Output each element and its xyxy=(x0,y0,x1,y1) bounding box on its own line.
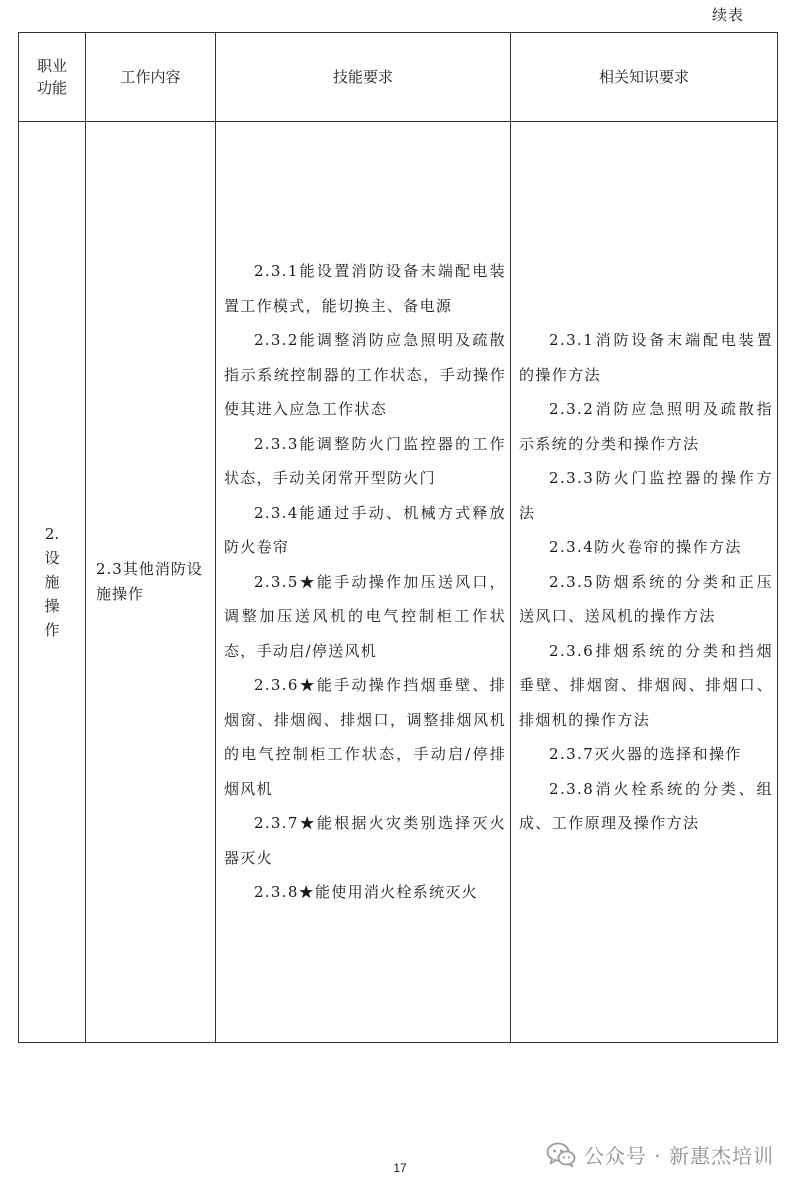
function-line: 施 xyxy=(44,573,60,591)
skill-item: 2.3.8★能使用消火栓系统灭火 xyxy=(254,883,478,902)
skill-item: 2.3.7★能根据火灾类别选择灭火器灭火 xyxy=(224,814,506,867)
knowledge-item: 2.3.8消火栓系统的分类、组成、工作原理及操作方法 xyxy=(519,779,773,833)
page-number: 17 xyxy=(393,1161,407,1175)
knowledge-item: 2.3.3防火门监控器的操作方法 xyxy=(519,469,773,522)
skill-item: 2.3.1能设置消防设备末端配电装置工作模式，能切换主、备电源 xyxy=(224,262,506,315)
header-function xyxy=(19,33,86,122)
skill-item: 2.3.5★能手动操作加压送风口，调整加压送风机的电气控制柜工作状态，手动启/停送风机 xyxy=(224,572,506,660)
function-line: 作 xyxy=(44,621,60,639)
header-knowledge: 相关知识要求 xyxy=(511,33,778,122)
knowledge-item: 2.3.1消防设备末端配电装置的操作方法 xyxy=(519,331,773,384)
knowledge-item: 2.3.2消防应急照明及疏散指示系统的分类和操作方法 xyxy=(519,400,773,453)
occupation-skill-table xyxy=(18,32,778,1043)
knowledge-item: 2.3.4防火卷帘的操作方法 xyxy=(549,538,742,557)
skill-item: 2.3.4能通过手动、机械方式释放防火卷帘 xyxy=(224,503,506,557)
knowledge-requirements-cell xyxy=(511,122,778,1043)
watermark-text: 公众号 · 新惠杰培训 xyxy=(583,1144,774,1168)
skill-item: 2.3.3能调整防火门监控器的工作状态，手动关闭常开型防火门 xyxy=(224,434,506,488)
function-line: 操 xyxy=(44,597,60,615)
work-content-cell: 2.3其他消防设施操作 xyxy=(86,122,216,1043)
knowledge-item: 2.3.7灭火器的选择和操作 xyxy=(549,745,742,764)
table-header-row xyxy=(19,33,778,122)
header-function-line: 功能 xyxy=(36,79,67,97)
header-content: 工作内容 xyxy=(86,33,216,122)
function-line: 2. xyxy=(44,525,60,543)
knowledge-item: 2.3.6排烟系统的分类和挡烟垂壁、排烟窗、排烟阀、排烟口、排烟机的操作方法 xyxy=(519,641,773,729)
function-line: 设 xyxy=(44,549,60,567)
table-row xyxy=(19,122,778,1043)
function-cell xyxy=(19,122,86,1043)
skill-item: 2.3.2能调整消防应急照明及疏散指示系统控制器的工作状态，手动操作使其进入应急工作状态 xyxy=(224,331,506,419)
knowledge-item: 2.3.5防烟系统的分类和正压送风口、送风机的操作方法 xyxy=(519,572,773,626)
skill-requirements-cell xyxy=(216,122,511,1043)
header-function-line: 职业 xyxy=(36,57,67,75)
skill-item: 2.3.6★能手动操作挡烟垂壁、排烟窗、排烟阀、排烟口，调整排烟风机的电气控制柜工作状态，手动启/停排烟风机 xyxy=(224,676,506,798)
header-skill: 技能要求 xyxy=(216,33,511,122)
continued-label: 续表 xyxy=(711,6,744,24)
